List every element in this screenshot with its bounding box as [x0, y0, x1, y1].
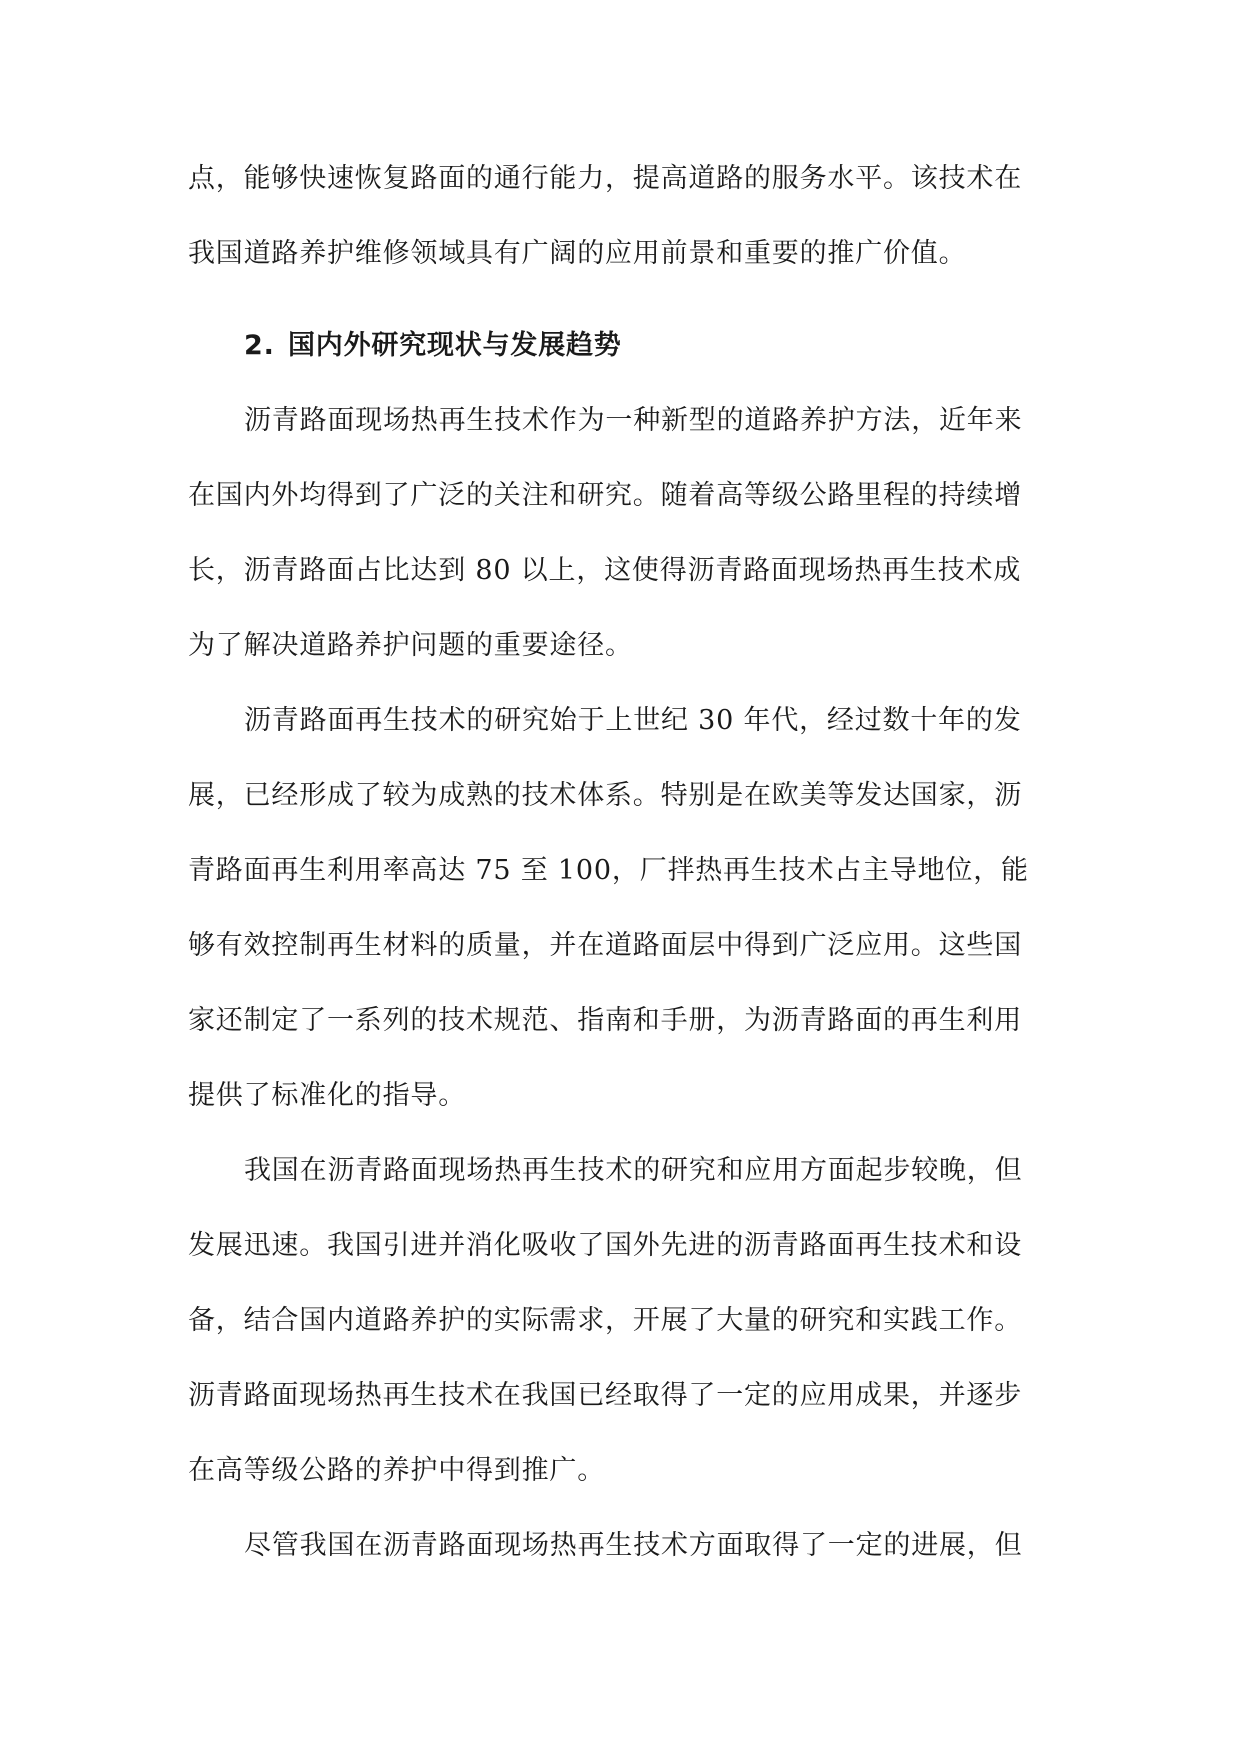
text-line: 家还制定了一系列的技术规范、指南和手册，为沥青路面的再生利用 — [188, 1005, 1022, 1036]
paragraph-1 — [188, 383, 1054, 683]
section-title: 国内外研究现状与发展趋势 — [288, 330, 622, 361]
text-line: 长，沥青路面占比达到 80 以上，这使得沥青路面现场热再生技术成 — [188, 555, 1022, 586]
paragraph-2 — [188, 683, 1054, 1133]
text-line: 提供了标准化的指导。 — [188, 1080, 466, 1111]
text-line: 在高等级公路的养护中得到推广。 — [188, 1455, 605, 1486]
text-line: 沥青路面现场热再生技术在我国已经取得了一定的应用成果，并逐步 — [188, 1380, 1022, 1411]
text-line: 点，能够快速恢复路面的通行能力，提高道路的服务水平。该技术在 — [188, 163, 1022, 194]
text-line: 我国道路养护维修领域具有广阔的应用前景和重要的推广价值。 — [188, 238, 967, 269]
text-line: 够有效控制再生材料的质量，并在道路面层中得到广泛应用。这些国 — [188, 930, 1022, 961]
text-line: 发展迅速。我国引进并消化吸收了国外先进的沥青路面再生技术和设 — [188, 1230, 1022, 1261]
text-line: 备，结合国内道路养护的实际需求，开展了大量的研究和实践工作。 — [188, 1305, 1022, 1336]
document-body — [188, 141, 1054, 1583]
intro-paragraph — [188, 141, 1054, 291]
text-line: 尽管我国在沥青路面现场热再生技术方面取得了一定的进展，但 — [244, 1530, 1023, 1561]
text-line: 为了解决道路养护问题的重要途径。 — [188, 630, 633, 661]
text-line: 沥青路面再生技术的研究始于上世纪 30 年代，经过数十年的发 — [244, 705, 1022, 736]
text-line: 我国在沥青路面现场热再生技术的研究和应用方面起步较晚，但 — [244, 1155, 1023, 1186]
text-line: 在国内外均得到了广泛的关注和研究。随着高等级公路里程的持续增 — [188, 480, 1022, 511]
paragraph-4 — [188, 1508, 1054, 1583]
section-number: 2. — [244, 330, 275, 361]
paragraph-3 — [188, 1133, 1054, 1508]
text-line: 展，已经形成了较为成熟的技术体系。特别是在欧美等发达国家，沥 — [188, 780, 1022, 811]
text-line: 沥青路面现场热再生技术作为一种新型的道路养护方法，近年来 — [244, 405, 1023, 436]
section-heading — [188, 308, 1054, 383]
text-line: 青路面再生利用率高达 75 至 100，厂拌热再生技术占主导地位，能 — [188, 855, 1029, 886]
